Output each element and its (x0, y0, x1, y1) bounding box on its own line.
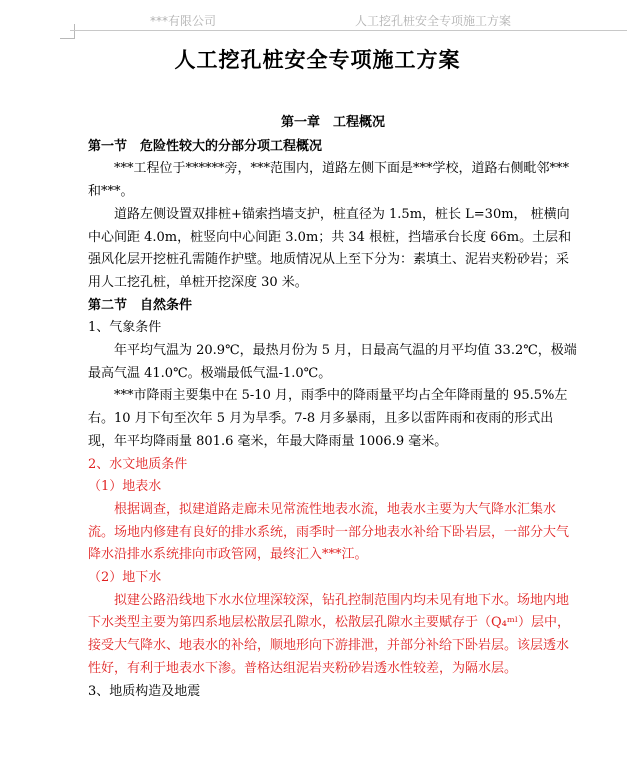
header-company: ***有限公司 (150, 14, 217, 28)
paragraph: 拟建公路沿线地下水水位埋深较深，钻孔控制范围内均未见有地下水。场地内地下水类型主要为第四系地层松散层孔隙水，松散层孔隙水主要赋存于（Q₄ᵐˡ）层中，接受大气降水、地表水的补给，顺地形向下游排泄，并部分补给下卧岩层。该层透水性好，有利于地表水下渗。普格达组泥岩夹粉砂岩透水性较差，为隔水层。 (88, 592, 570, 676)
header-doc-name: 人工挖孔桩安全专项施工方案 (355, 14, 512, 28)
section-heading: 第一节 危险性较大的分部分项工程概况 (88, 138, 323, 154)
chapter-heading: 第一章 工程概况 (280, 115, 385, 130)
list-item-heading: 3、地质构造及地震 (88, 683, 201, 699)
page-header (0, 0, 635, 34)
margin-corner-mark (60, 24, 75, 39)
paragraph: 年平均气温为 20.9℃，最热月份为 5 月，日最高气温的月平均值 33.2℃，极端最高气温 41.0℃。极端最低气温-1.0℃。 (88, 343, 577, 381)
subheading: （1）地表水 (88, 479, 162, 495)
paragraph: 道路左侧设置双排桩+锚索挡墙支护，桩直径为 1.5m，桩长 L=30m， 桩横向中心间距 4.0m，桩竖向中心间距 3.0m；共 34 根桩，挡墙承台长度 66m。土层和强风化层开挖桩孔需随作护壁。地质情况从上至下分为：素填土、泥岩夹粉砂岩；采用人工挖孔桩，单桩开挖深度 30 米。 (88, 206, 572, 290)
document-body (88, 110, 578, 703)
list-item-heading: 1、气象条件 (88, 320, 162, 336)
header-divider (70, 30, 627, 31)
list-item-heading: 2、水文地质条件 (88, 456, 188, 472)
paragraph: 根据调查，拟建道路走廊未见常流性地表水流，地表水主要为大气降水汇集水流。场地内修建有良好的排水系统，雨季时一部分地表水补给下卧岩层，一部分大气降水沿排水系统排向市政管网，最终汇入***江。 (88, 501, 570, 563)
paragraph: ***工程位于******旁，***范围内，道路左侧下面是***学校，道路右侧毗邻***和***。 (88, 161, 570, 200)
paragraph: ***市降雨主要集中在 5-10 月，雨季中的降雨量平均占全年降雨量的 95.5%左右。10 月下旬至次年 5 月为旱季。7-8 月多暴雨，且多以雷阵雨和夜雨的形式出现，年平均降雨量 801.6 毫米，年最大降雨量 1006.9 毫米。 (88, 388, 568, 449)
subheading: （2）地下水 (88, 570, 162, 586)
section-heading: 第二节 自然条件 (88, 297, 193, 313)
document-title: 人工挖孔桩安全专项施工方案 (174, 47, 461, 72)
